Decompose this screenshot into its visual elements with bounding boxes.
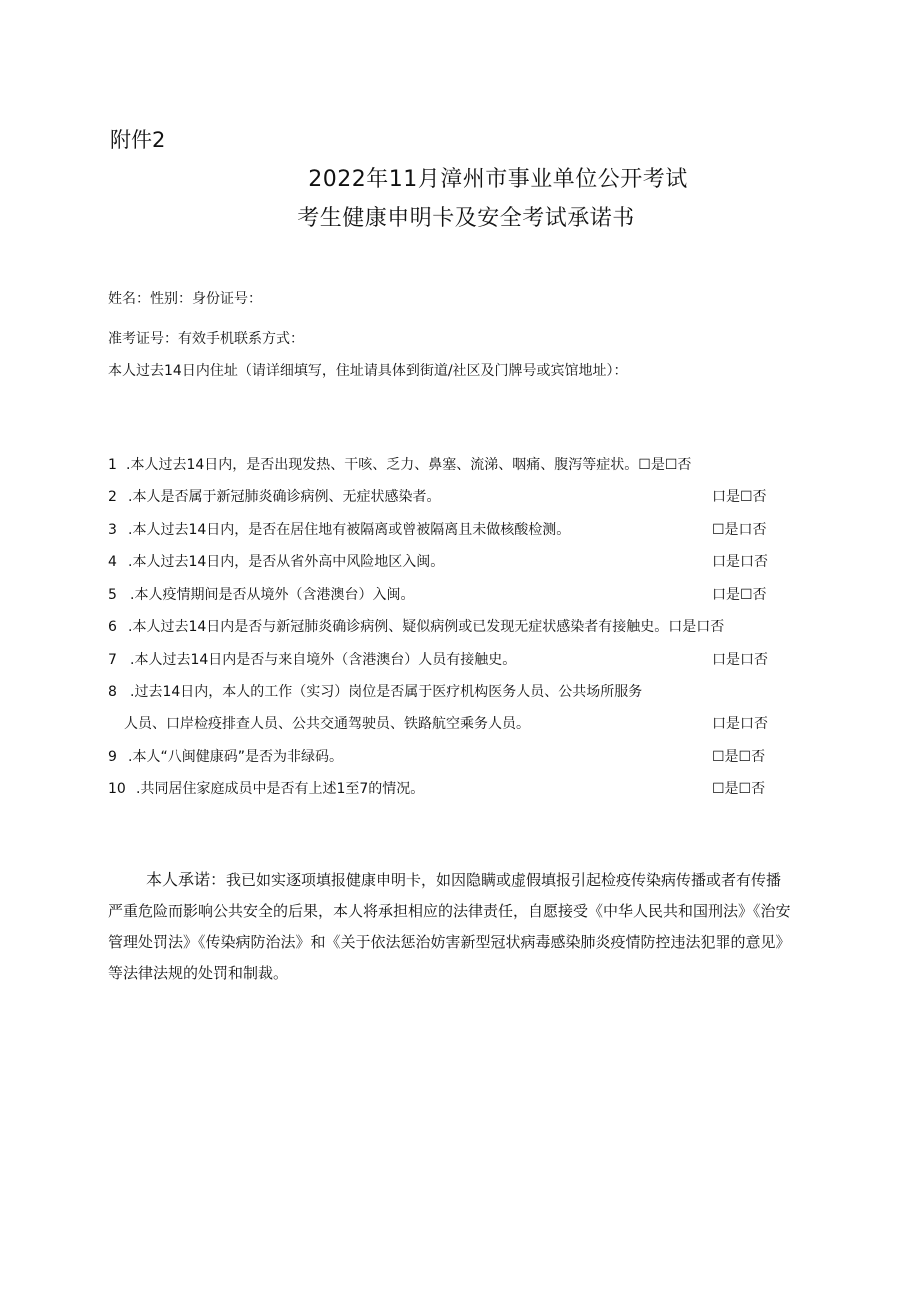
question-number: 4 — [108, 554, 117, 570]
document-title-line2: 考生健康申明卡及安全考试承诺书 — [297, 206, 635, 231]
promise-lead: 本人承诺： — [146, 870, 227, 889]
question-text: .过去14日内，本人的工作（实习）岗位是否属于医疗机构医务人员、公共场所服务 — [130, 684, 643, 700]
question-text: .本人过去14日内是否与来自境外（含港澳台）人员有接触史。 — [130, 652, 517, 668]
promise-paragraph — [108, 864, 828, 989]
question-3-options[interactable]: ☐是口否 — [712, 522, 767, 538]
question-6 — [108, 616, 724, 636]
question-10-options[interactable]: ☐是☐否 — [712, 781, 766, 797]
exam-id-phone-line: 准考证号：有效手机联系方式： — [108, 331, 304, 347]
question-3 — [108, 519, 570, 539]
promise-line-3: 管理处罚法》《传染病防治法》和《关于依法惩治妨害新型冠状病毒感染肺炎疫情防控违法犯罪的意见》 — [108, 933, 791, 951]
question-2 — [108, 486, 440, 506]
question-number: 2 — [108, 489, 117, 505]
question-9-options[interactable]: ☐是☐否 — [712, 749, 766, 765]
question-5 — [108, 584, 414, 604]
promise-line-1 — [108, 864, 828, 896]
question-1 — [108, 454, 691, 474]
address-line: 本人过去14日内住址（请详细填写，住址请具体到街道/社区及门牌号或宾馆地址）： — [108, 363, 628, 379]
question-number: 9 — [108, 749, 117, 765]
promise-line-4: 等法律法规的处罚和制裁。 — [108, 964, 289, 982]
question-options[interactable]: ☐是☐否 — [638, 457, 692, 473]
question-number: 10 — [108, 781, 126, 797]
promise-line-2: 严重危险而影响公共安全的后果，本人将承担相应的法律责任，自愿接受《中华人民共和国刑法》《治安 — [108, 902, 791, 920]
question-text: .本人过去14日内，是否出现发热、干咳、乏力、鼻塞、流涕、咽痛、腹泻等症状。 — [126, 457, 639, 473]
question-number: 6 — [108, 619, 117, 635]
question-number: 3 — [108, 522, 117, 538]
question-text: .本人是否属于新冠肺炎确诊病例、无症状感染者。 — [128, 489, 441, 505]
question-4-options[interactable]: 口是口否 — [712, 554, 768, 570]
question-options[interactable]: 口是口否 — [668, 619, 725, 635]
question-9 — [108, 746, 343, 766]
question-8-options[interactable]: 口是口否 — [712, 716, 768, 732]
question-text: .本人过去14日内，是否从省外高中风险地区入闽。 — [128, 554, 445, 570]
document-title-line1: 2022年11月漳州市事业单位公开考试 — [308, 167, 688, 192]
question-8-continuation: 人员、口岸检疫排查人员、公共交通驾驶员、铁路航空乘务人员。 — [124, 716, 530, 732]
question-7-options[interactable]: 口是口否 — [712, 652, 768, 668]
question-text: .共同居住家庭成员中是否有上述1至7的情况。 — [136, 781, 425, 797]
question-text: .本人“八闽健康码”是否为非绿码。 — [128, 749, 343, 765]
question-text: .本人疫情期间是否从境外（含港澳台）入闽。 — [130, 587, 415, 603]
question-text: .本人过去14日内是否与新冠肺炎确诊病例、疑似病例或已发现无症状感染者有接触史。 — [128, 619, 669, 635]
question-number: 8 — [108, 684, 117, 700]
question-5-options[interactable]: 口是☐否 — [712, 587, 767, 603]
personal-info-line: 姓名：性别：身份证号： — [108, 291, 262, 307]
question-number: 1 — [108, 457, 117, 473]
question-number: 5 — [108, 587, 117, 603]
question-4 — [108, 551, 444, 571]
question-8 — [108, 681, 642, 701]
question-number: 7 — [108, 652, 117, 668]
question-7 — [108, 649, 516, 669]
promise-line-1-text: 我已如实逐项填报健康申明卡，如因隐瞒或虚假填报引起检疫传染病传播或者有传播 — [226, 871, 782, 889]
question-10 — [108, 778, 424, 798]
question-2-options[interactable]: 口是☐否 — [712, 489, 767, 505]
question-text: .本人过去14日内，是否在居住地有被隔离或曾被隔离且未做核酸检测。 — [128, 522, 571, 538]
attachment-label: 附件2 — [110, 128, 166, 152]
